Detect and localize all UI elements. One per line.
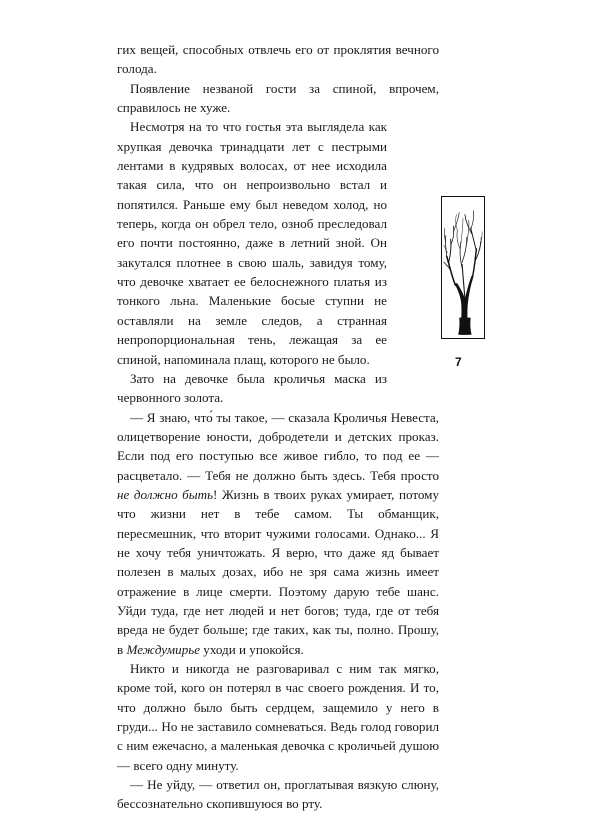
paragraph-4: Зато на девочке была кроличья маска из червонного золота. [117, 370, 387, 406]
paragraph-1: гих вещей, способных отвлечь его от проклятия вечного голода. [117, 42, 439, 77]
page-number: 7 [455, 355, 462, 369]
paragraph-7: — Не уйду, — ответил он, проглатывая вязкую слюну, бессознательно скопившуюся во рту. [117, 777, 439, 812]
paragraph-6: Никто и никогда не разговаривал с ним так мягко, кроме той, кого он потерял в час своего рождения. И то, что должно было быть сердцем, защемило у него в груди... Но не заставило сомневаться. Ведь голод говорил с ним ежечасно, а маленькая девочка с кроличьей душою — всего одну минуту. [117, 661, 439, 773]
text-column [117, 40, 439, 814]
speech-part-3: уходи и упокойся. [200, 641, 304, 657]
emphasis-not-exist: не должно быть [117, 486, 214, 502]
speech-part-2: ! Жизнь в твоих руках умирает, потому что жизни нет в тебе самом. Ты обманщик, пересмешник, что вторит чужими голосами. Однако... Я не хочу тебя уничтожать. Я верю, что даже яд бывает полезен в малых дозах, ибо не зря сама жизнь имеет отражение в лице смерти. Поэтому дарую тебе шанс. Уйди туда, где нет людей и нет богов; туда, где от тебя вреда не будет больше; где таких, как ты, полно. Прошу, в [117, 486, 440, 657]
speech-part-1: — Я знаю, что́ ты такое, — сказала Кроличья Невеста, олицетворение юности, добродетели и детских проказ. Если под его поступью все живое гибло, то под ее — расцветало. — Тебя не должно быть здесь. Тебя просто [117, 409, 439, 483]
tree-icon [442, 197, 484, 338]
paragraph-5 [117, 408, 439, 659]
illustration-space [393, 261, 439, 406]
paragraph-2: Появление незваной гости за спиной, впрочем, справилось не хуже. [117, 80, 439, 116]
emphasis-mezhdumirye: Междумирье [126, 641, 201, 657]
tree-illustration [441, 196, 485, 339]
paragraph-3: Несмотря на то что гостья эта выглядела как хрупкая девочка тринадцати лет с пестрыми лентами в кудрявых волосах, от нее исходила такая сила, что он непроизвольно встал и попятился. Раньше ему был неведом холод, но теперь, когда он обрел тело, озноб преследовал его почти постоянно, даже в летний зной. Он закутался плотнее в свою шаль, завидуя тому, что девочке хватает ее белоснежного платья из тонкого льна. Маленькие босые ступни не оставляли на земле следов, а странная непропорциональная тень, лежащая за ее спиной, напоминала плащ, которого не было. [117, 119, 387, 367]
